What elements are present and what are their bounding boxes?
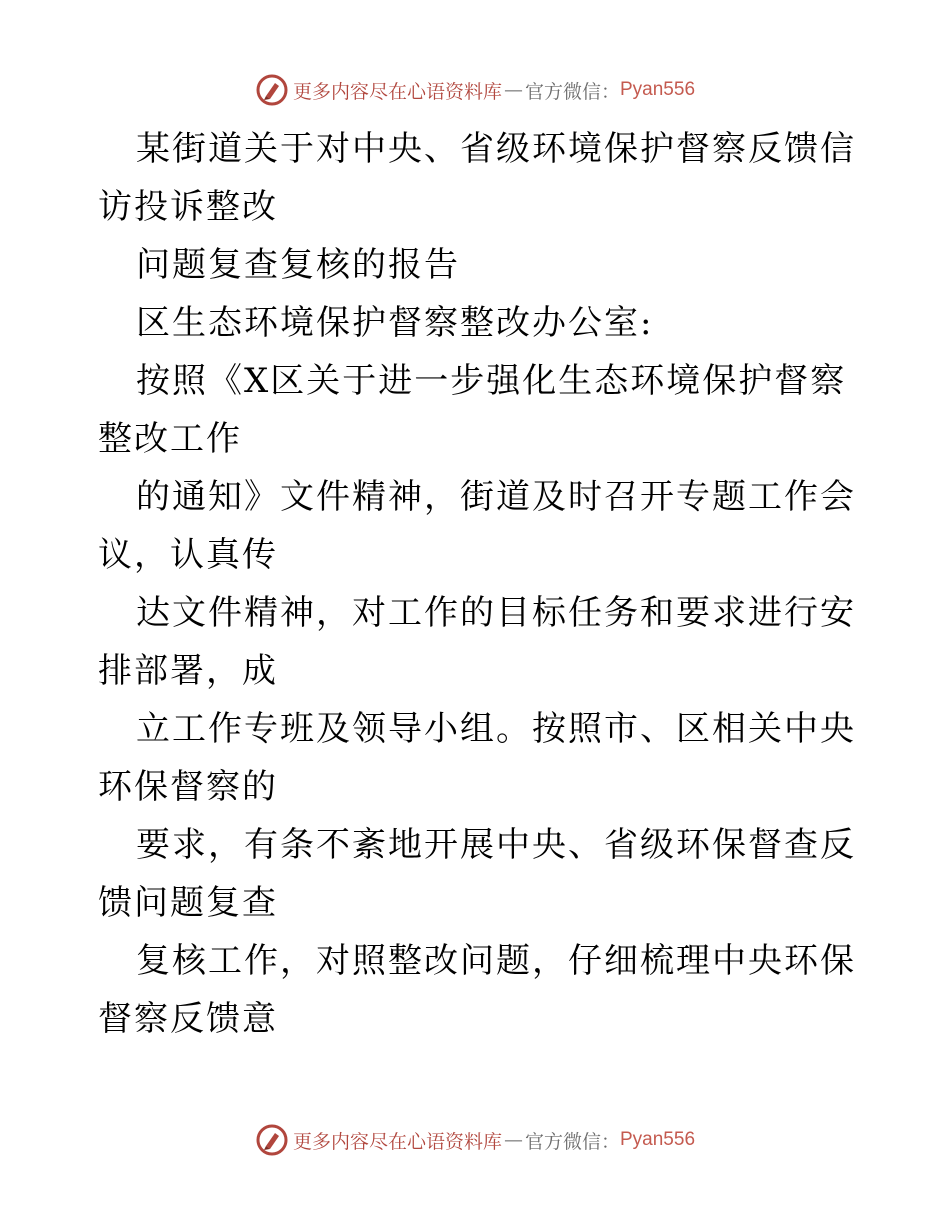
watermark-separator: — — [503, 79, 523, 101]
watermark-wechat-label: 官方微信： — [524, 80, 620, 103]
watermark-main-text: 更多内容尽在心语资料库 — [292, 1130, 502, 1153]
body-paragraph: 按照《X区关于进一步强化生态环境保护督察整改工作 — [98, 361, 847, 459]
document-title-line-2: 问题复查复核的报告 — [136, 245, 460, 285]
body-paragraph: 复核工作，对照整改问题，仔细梳理中央环保督察反馈意 — [98, 941, 856, 1039]
document-body — [98, 120, 858, 1048]
body-paragraph: 立工作专班及领导小组。按照市、区相关中央环保督察的 — [98, 709, 856, 807]
body-paragraph: 的通知》文件精神，街道及时召开专题工作会议，认真传 — [98, 477, 856, 575]
footer-watermark — [0, 1120, 950, 1160]
watermark-wechat-id: Pyan556 — [620, 1129, 696, 1150]
watermark-wechat-label: 官方微信： — [524, 1130, 620, 1153]
document-addressee: 区生态环境保护督察整改办公室: — [136, 303, 654, 343]
document-title-line-1: 某街道关于对中央、省级环境保护督察反馈信访投诉整改 — [98, 129, 856, 227]
pen-nib-logo-icon — [255, 1123, 289, 1157]
watermark-separator: — — [503, 1129, 523, 1151]
body-paragraph: 要求，有条不紊地开展中央、省级环保督查反馈问题复查 — [98, 825, 856, 923]
pen-nib-logo-icon — [255, 73, 289, 107]
watermark-main-text: 更多内容尽在心语资料库 — [292, 80, 502, 103]
watermark-wechat-id: Pyan556 — [620, 79, 696, 100]
body-paragraph: 达文件精神，对工作的目标任务和要求进行安排部署，成 — [98, 593, 856, 691]
header-watermark — [0, 70, 950, 110]
